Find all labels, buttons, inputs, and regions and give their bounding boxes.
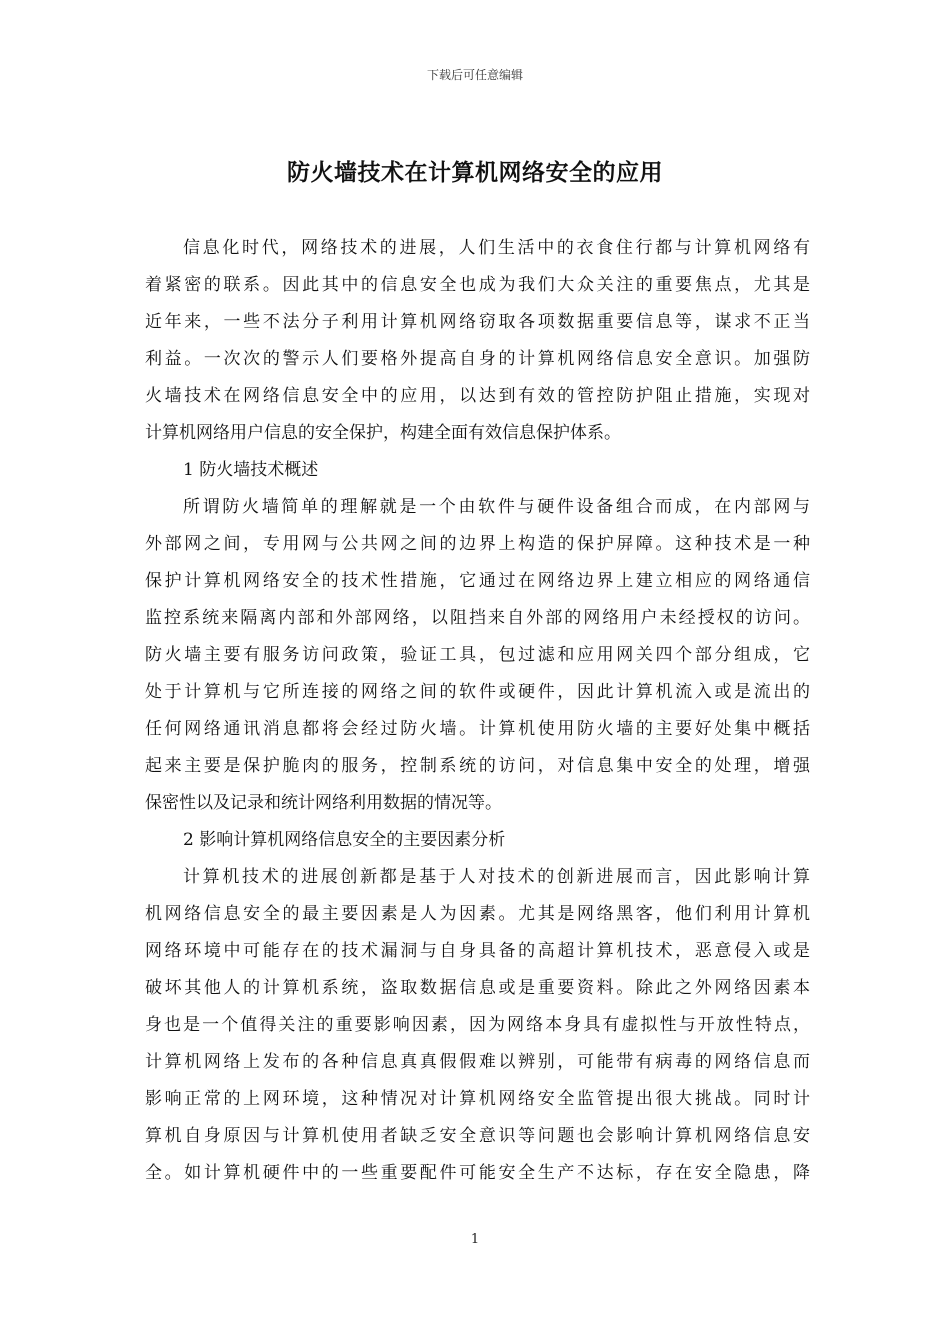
section-heading: 1 防火墙技术概述 [183, 460, 319, 480]
paragraph-line: 着紧密的联系。因此其中的信息安全也成为我们大众关注的重要焦点，尤其是 [145, 275, 810, 295]
paragraph-line: 身也是一个值得关注的重要影响因素，因为网络本身具有虚拟性与开放性特点， [145, 1015, 810, 1035]
paragraph-line: 火墙技术在网络信息安全中的应用，以达到有效的管控防护阻止措施，实现对 [145, 386, 810, 406]
paragraph-line: 外部网之间，专用网与公共网之间的边界上构造的保护屏障。这种技术是一种 [145, 534, 810, 554]
paragraph-line: 所谓防火墙简单的理解就是一个由软件与硬件设备组合而成，在内部网与 [183, 497, 810, 517]
header-note: 下载后可任意编辑 [426, 68, 523, 82]
paragraph-line: 计算机网络上发布的各种信息真真假假难以辨别，可能带有病毒的网络信息而 [145, 1052, 810, 1072]
paragraph-line: 算机自身原因与计算机使用者缺乏安全意识等问题也会影响计算机网络信息安 [145, 1126, 810, 1146]
paragraph-line: 计算机网络用户信息的安全保护，构建全面有效信息保护体系。 [145, 423, 621, 443]
paragraph-line: 起来主要是保护脆肉的服务，控制系统的访问，对信息集中安全的处理，增强 [145, 756, 810, 776]
paragraph-line: 近年来，一些不法分子利用计算机网络窃取各项数据重要信息等，谋求不正当 [145, 312, 810, 332]
paragraph-line: 破坏其他人的计算机系统，盗取数据信息或是重要资料。除此之外网络因素本 [145, 978, 810, 998]
document-title: 防火墙技术在计算机网络安全的应用 [287, 159, 663, 186]
paragraph-line: 处于计算机与它所连接的网络之间的软件或硬件，因此计算机流入或是流出的 [145, 682, 810, 702]
paragraph-line: 网络环境中可能存在的技术漏洞与自身具备的高超计算机技术，恶意侵入或是 [145, 941, 810, 961]
paragraph-line: 任何网络通讯消息都将会经过防火墙。计算机使用防火墙的主要好处集中概括 [145, 719, 810, 739]
paragraph-line: 监控系统来隔离内部和外部网络，以阻挡来自外部的网络用户未经授权的访问。 [145, 608, 810, 628]
paragraph-line: 信息化时代，网络技术的进展，人们生活中的衣食住行都与计算机网络有 [183, 238, 810, 258]
paragraph-line: 影响正常的上网环境，这种情况对计算机网络安全监管提出很大挑战。同时计 [145, 1089, 810, 1109]
paragraph-line: 计算机技术的进展创新都是基于人对技术的创新进展而言，因此影响计算 [183, 867, 810, 887]
document-body [145, 230, 810, 1192]
paragraph-line: 防火墙主要有服务访问政策，验证工具，包过滤和应用网关四个部分组成，它 [145, 645, 810, 665]
section-heading: 2 影响计算机网络信息安全的主要因素分析 [183, 830, 506, 850]
paragraph-line: 全。如计算机硬件中的一些重要配件可能安全生产不达标，存在安全隐患，降 [145, 1163, 810, 1183]
paragraph-line: 保护计算机网络安全的技术性措施，它通过在网络边界上建立相应的网络通信 [145, 571, 810, 591]
paragraph-line: 保密性以及记录和统计网络利用数据的情况等。 [145, 793, 502, 813]
page-number: 1 [470, 1232, 480, 1247]
paragraph-line: 机网络信息安全的最主要因素是人为因素。尤其是网络黑客，他们利用计算机 [145, 904, 810, 924]
paragraph-line: 利益。一次次的警示人们要格外提高自身的计算机网络信息安全意识。加强防 [145, 349, 810, 369]
